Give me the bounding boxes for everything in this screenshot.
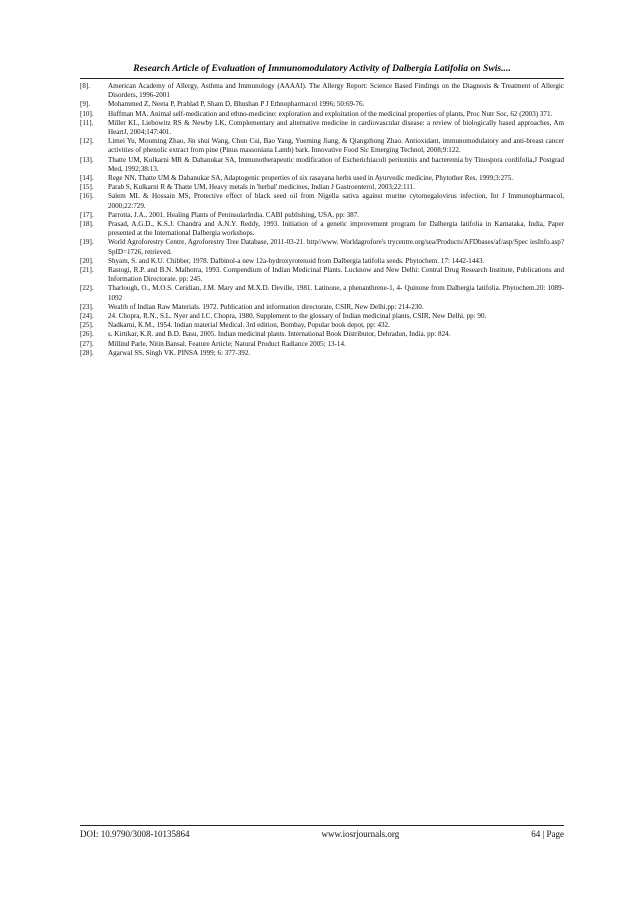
reference-text: Rege NN, Thatte UM & Dahanukar SA, Adaptogenic properties of six rasayana herbs used in Ayurvedic medicine, Phytother Res, 1999;3:275. — [108, 174, 514, 183]
reference-number: [16]. — [80, 192, 94, 201]
reference-list — [80, 82, 564, 358]
reference-item — [80, 284, 564, 302]
reference-number: [12]. — [80, 137, 94, 146]
reference-text: Thatte UM, Kulkarni MR & Dahanukar SA, Immunotherapeutic modification of Escherichiacoli peritonitis and bacteremia by Tinospora cordifolia,J Postgrad Med, 1992;38:13. — [108, 155, 564, 173]
reference-number: [22]. — [80, 284, 94, 293]
reference-item — [80, 330, 564, 339]
reference-item — [80, 211, 564, 220]
reference-item — [80, 174, 564, 183]
reference-text: Prasad, A.G.D., K.S.J. Chandra and A.N.Y. Reddy, 1993. Initiation of a genetic improvement program for Dalbergia latifolia in Karnataka, India, Paper presented at the International Dalbergia workshops. — [108, 220, 564, 238]
reference-item — [80, 137, 564, 155]
reference-number: [8]. — [80, 82, 91, 90]
reference-number: [15]. — [80, 183, 94, 192]
running-header: Research Article of Evaluation of Immunomodulatory Activity of Dalbergia Latifolia on Swis.... — [133, 63, 511, 74]
footer-rule — [80, 825, 564, 826]
reference-text: Miller KL, Liebowitz RS & Newby LK, Complementary and alternative medicine in cardiovascular disease: a review of biologically based approaches, Am HeartJ, 2004;147:401. — [108, 118, 564, 137]
doi-label: DOI: 10.9790/3008-10135864 — [80, 829, 190, 839]
reference-item — [80, 340, 564, 349]
reference-text: Agarwal SS, Singh VK. PINSA 1999; 6: 377-392. — [108, 348, 251, 357]
reference-number: [21]. — [80, 266, 94, 275]
reference-item — [80, 266, 564, 284]
reference-number: [14]. — [80, 174, 94, 183]
reference-text: World Agroforestry Centre, Agroforestry Tree Database, 2011-03-21. http//www. Worldagrofore's trycentre.org/sea/Products/AFDbases/af/asp/Spec iesInfo.asp?SpID=1726, retrieved. — [108, 238, 564, 256]
reference-number: [27]. — [80, 339, 94, 348]
reference-text: Mohammed Z, Neeta P, Prahlad P, Sham D, Bhushan P J Ethnopharmacol 1996; 50:69-76. — [108, 100, 365, 109]
reference-number: [24]. — [80, 312, 94, 321]
reference-number: [11]. — [80, 118, 94, 127]
reference-text: Nadkarni, K.M., 1954. Indian material Medical. 3rd edition, Bombay, Popular book depot, pp: 432. — [108, 321, 390, 330]
reference-text: 24. Chopra, R.N., S.L. Nyer and I.C. Chopra, 1980. Supplement to the glossary of Indian medicinal plants, CSIR, New Delhi. pp: 90. — [108, 312, 487, 321]
reference-item — [80, 349, 564, 358]
reference-text: Wealth of Indian Raw Materials. 1972. Publication and information directorate, CSIR, New Delhi.pp: 214-230. — [108, 302, 424, 311]
reference-text: Rastogi, R.P. and B.N. Malhotra, 1993. Compendium of Indian Medicinal Plants. Lucknow and New Delhi: Central Drug Research Institute, Publications and Information Directorate. pp: 245. — [108, 266, 564, 284]
header-rule — [80, 78, 564, 79]
reference-number: [25]. — [80, 321, 94, 330]
reference-number: [28]. — [80, 348, 94, 357]
reference-item — [80, 183, 564, 192]
reference-text: Parab S, Kulkarni R & Thatte UM, Heavy metals in 'herbal' medicines, Indian J Gastroenterol, 2003;22:111. — [108, 183, 415, 192]
reference-item — [80, 312, 564, 321]
reference-number: [23]. — [80, 302, 94, 311]
page-footer — [80, 829, 564, 839]
reference-text: Tharlough, O., M.O.S. Ceridian, J.M. Mary and M.X.D. Deville, 1981. Latinone, a phenanthrene-1, 4- Quinone from Dalbergia latifolia. Phytochem.20: 1089-1092 — [108, 284, 564, 302]
reference-number: [18]. — [80, 220, 94, 229]
reference-item — [80, 110, 564, 119]
reference-text: s. Kirtikar, K.R. and B.D. Basu, 2005. Indian medicinal plants. International Book Distributor, Dehradun, India. pp: 824. — [108, 330, 451, 339]
reference-item — [80, 100, 564, 109]
reference-item — [80, 257, 564, 266]
reference-item — [80, 156, 564, 174]
reference-item — [80, 321, 564, 330]
journal-url: www.iosrjournals.org — [321, 829, 400, 839]
reference-item — [80, 220, 564, 238]
reference-text: Parrotta, J.A., 2001. Healing Plants of PeninsularIndia. CABI publishing, USA, pp: 387. — [108, 210, 360, 219]
reference-number: [10]. — [80, 109, 94, 118]
page-number: 64 | Page — [531, 829, 564, 839]
reference-number: [26]. — [80, 330, 94, 339]
reference-text: Millind Parle, Nitin Bansal. Feature Article; Natural Product Radiance 2005; 13-14. — [108, 339, 346, 348]
reference-item — [80, 192, 564, 210]
reference-text: Huffman MA. Animal self-medication and ethno-medicine: exploration and exploitation of the medicinal properties of plants, Proc Nutr Soc, 62 (2003) 371. — [108, 109, 553, 118]
reference-item — [80, 119, 564, 137]
reference-text: American Academy of Allergy, Asthma and Immunology (AAAAI). The Allergy Report: Science Based Findings on the Diagnosis & Treatment of Allergic Disorders, 1996-2001 — [108, 82, 564, 100]
reference-text: Shyam, S. and K.U. Chibber, 1978. Dalbinol-a new 12a-hydroxyrotenoid from Dalbergia latifolia seeds. Phytochem. 17: 1442-1443. — [108, 256, 485, 265]
reference-text: Salem ML & Hossain MS, Protective effect of black seed oil from Nigella sativa against murine cytomegalovirus infection, Int J Immunopharmacol, 2000;22:729. — [108, 192, 564, 210]
reference-item — [80, 303, 564, 312]
reference-number: [17]. — [80, 210, 94, 219]
reference-item — [80, 82, 564, 100]
reference-number: [20]. — [80, 256, 94, 265]
reference-item — [80, 238, 564, 256]
reference-number: [9]. — [80, 100, 91, 109]
reference-text: Limei Yu, Mouming Zhao, Jin shui Wang, Chun Cui, Bao Yang, Yueming Jiang, & Qiangzhong Zhao. Antioxidant, immunomodulatory and anti-breast cancer activities of phenolic extract from pine (Pinus massoniana Lamb) bark. Innovative Food Sic Emerging Technol, 2008;9:122. — [108, 137, 564, 155]
reference-number: [13]. — [80, 155, 94, 164]
reference-number: [19]. — [80, 238, 94, 247]
